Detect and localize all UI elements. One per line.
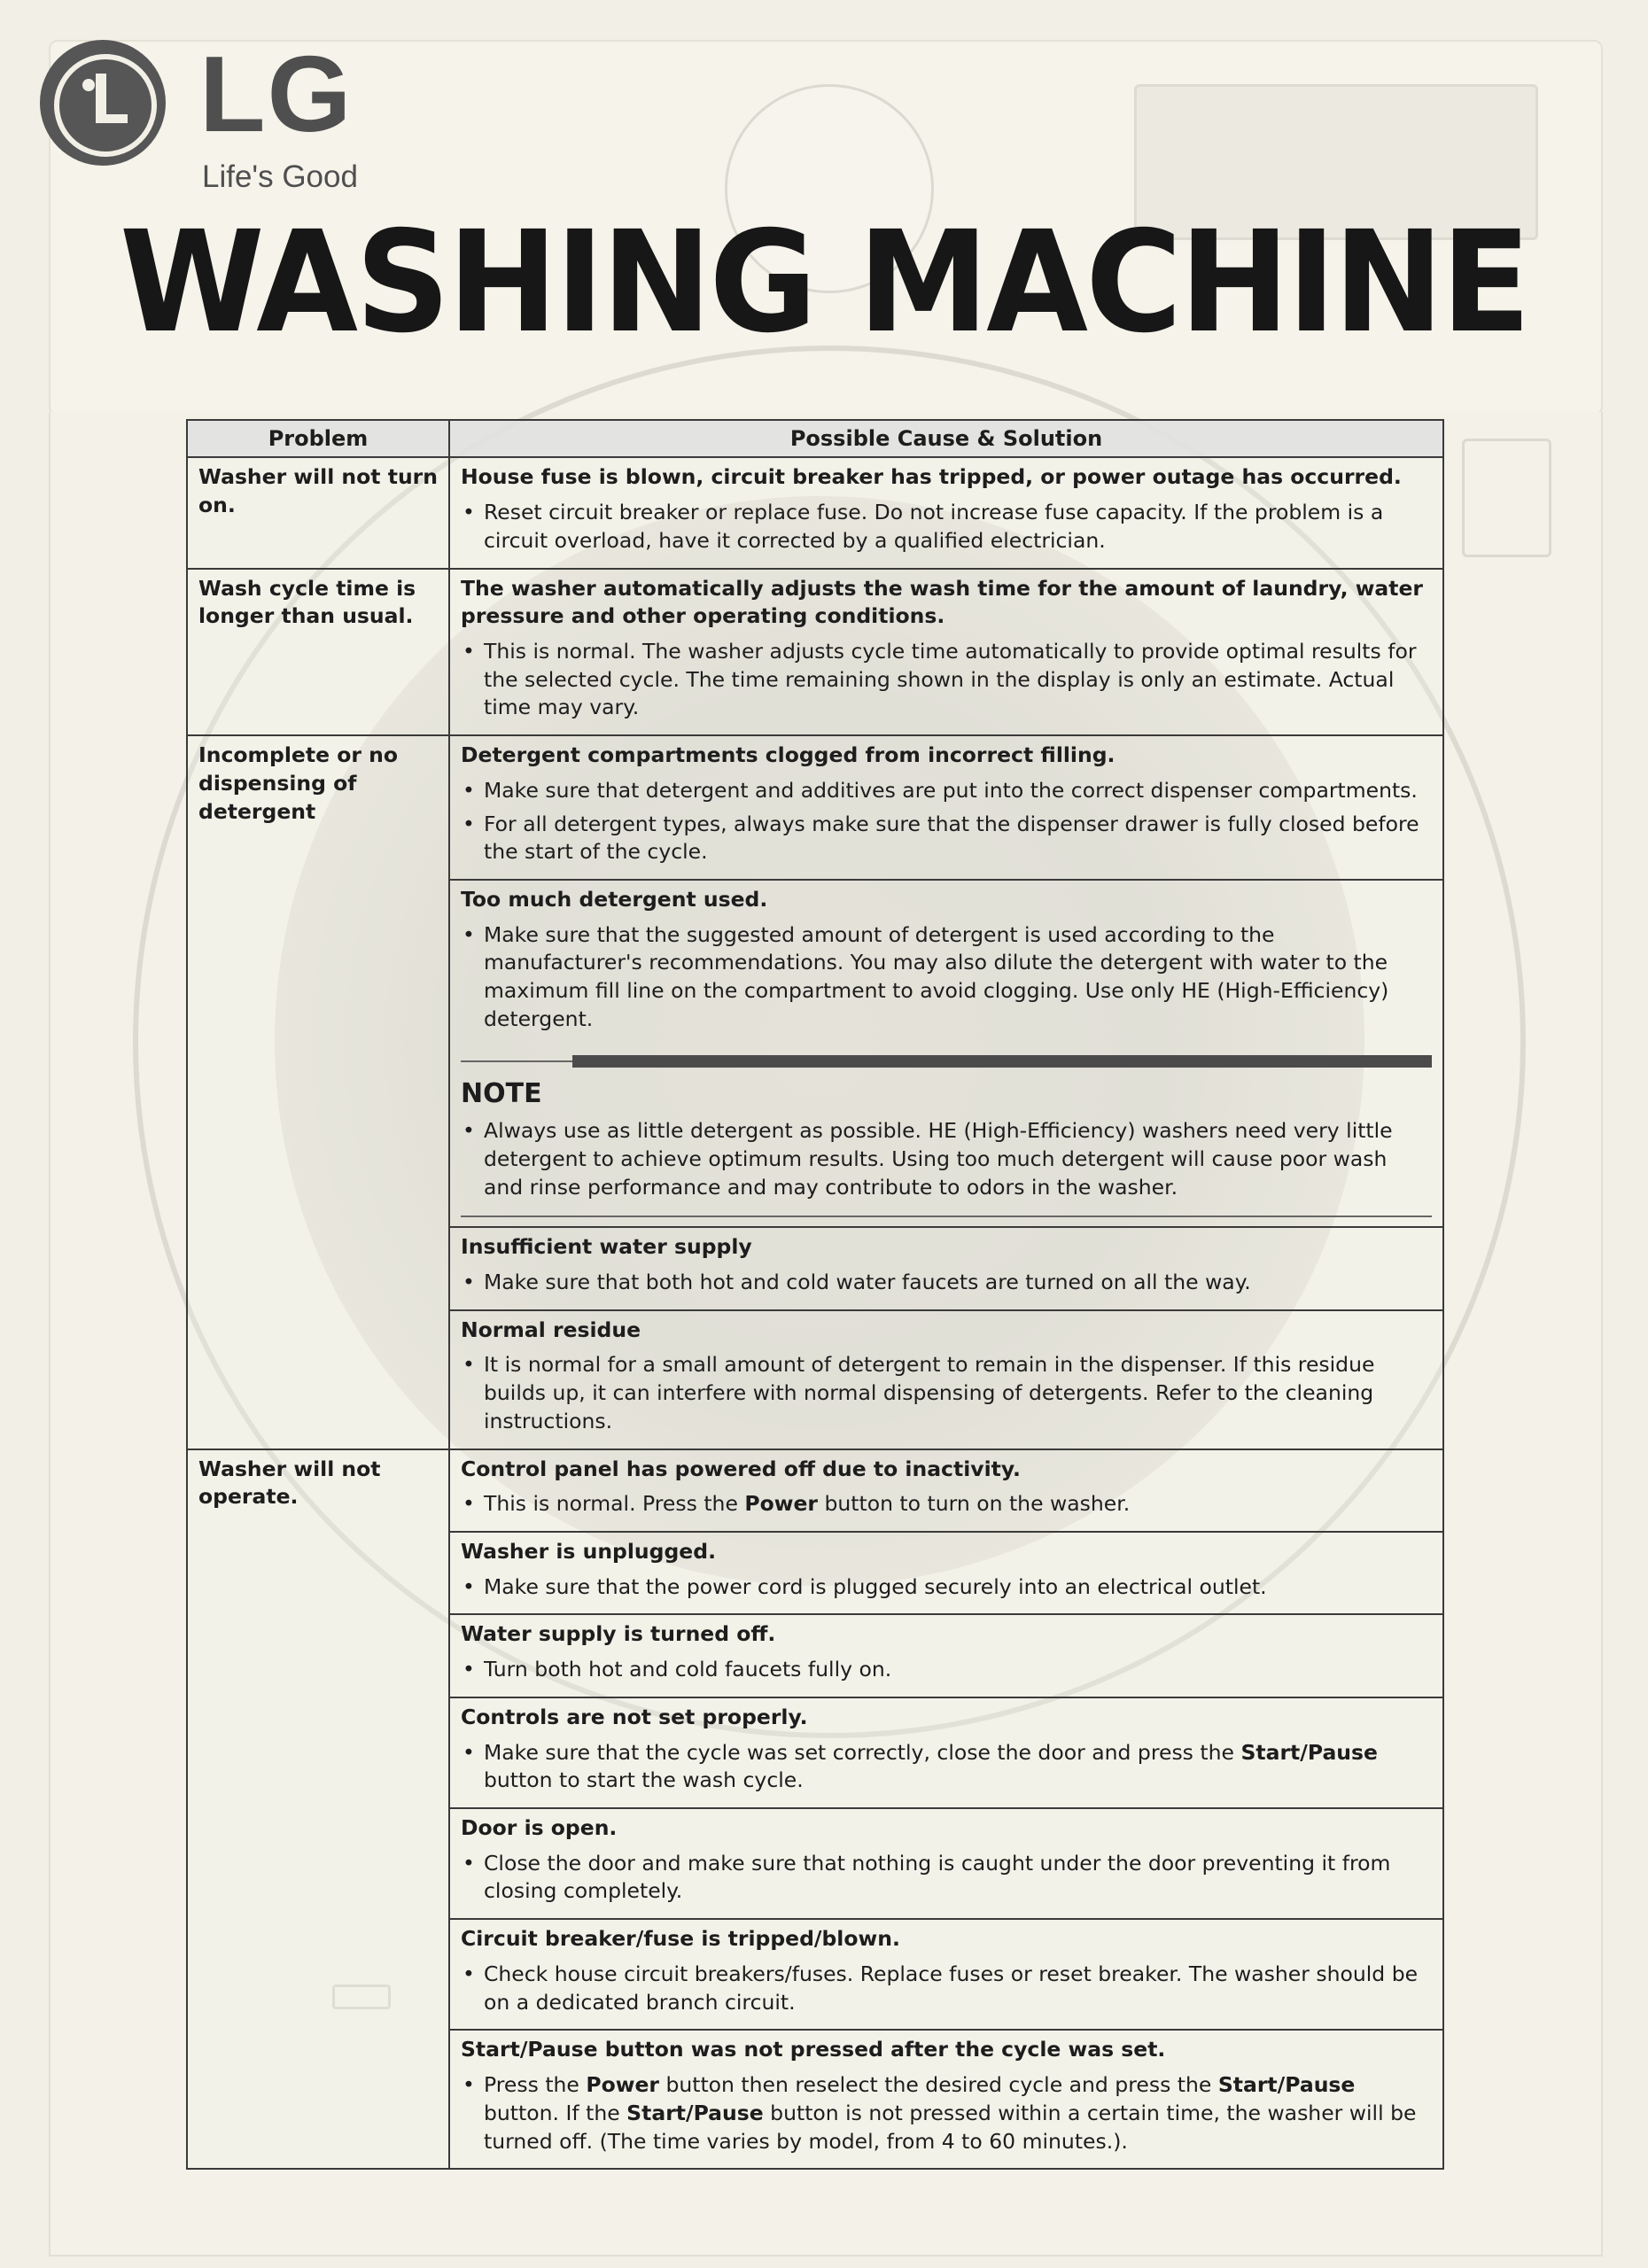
bullet-list xyxy=(461,1269,1432,1297)
bullet-list xyxy=(461,1351,1432,1435)
problem-cell: Washer will not operate. xyxy=(187,1449,449,2170)
problem-cell: Wash cycle time is longer than usual. xyxy=(187,569,449,736)
cause-title: Water supply is turned off. xyxy=(461,1621,776,1647)
brand-tagline: Life's Good xyxy=(202,159,358,194)
lg-logo xyxy=(40,34,358,194)
bullet-list xyxy=(461,1573,1432,1602)
solution-cell xyxy=(449,1808,1443,1919)
solution-cell xyxy=(449,1919,1443,2030)
cause-title: Controls are not set properly. xyxy=(461,1704,808,1729)
lg-logo-icon xyxy=(40,40,166,166)
note-title: NOTE xyxy=(461,1077,542,1109)
problem-cell: Washer will not turn on. xyxy=(187,457,449,568)
troubleshooting-table xyxy=(186,419,1444,2170)
cause-title: Normal residue xyxy=(461,1317,641,1342)
cause-title: Washer is unplugged. xyxy=(461,1539,716,1565)
table-row xyxy=(187,735,1443,880)
bullet-item: • Check house circuit breakers/fuses. Replace fuses or reset breaker. The washer should be on a dedicated branch circuit. xyxy=(461,1961,1432,2016)
cause-title: Door is open. xyxy=(461,1815,618,1841)
solution-cell xyxy=(449,1449,1443,1532)
cause-title: Start/Pause button was not pressed after the cycle was set. xyxy=(461,2037,1166,2062)
solution-cell xyxy=(449,457,1443,568)
cause-title: Too much detergent used. xyxy=(461,887,768,913)
table-body xyxy=(187,457,1443,2169)
bullet-item: • It is normal for a small amount of detergent to remain in the dispenser. If this residue builds up, it can interfere with normal dispensing of detergents. Refer to the cleaning instructions. xyxy=(461,1351,1432,1435)
cause-title: Detergent compartments clogged from incorrect filling. xyxy=(461,742,1116,768)
bold-term: Power xyxy=(586,2072,659,2098)
warranty-badge-graphic xyxy=(1462,439,1551,557)
bullet-list xyxy=(461,777,1432,866)
solution-cell xyxy=(449,2030,1443,2169)
solution-cell xyxy=(449,1532,1443,1614)
bullet-list xyxy=(461,1656,1432,1684)
bullet-item: • For all detergent types, always make sure that the dispenser drawer is fully closed before the start of the cycle. xyxy=(461,811,1432,866)
page-title: WASHING MACHINE xyxy=(120,201,1528,364)
bullet-item: • This is normal. The washer adjusts cycle time automatically to provide optimal results for the selected cycle. The time remaining shown in the display is only an estimate. Actual time may vary. xyxy=(461,638,1432,722)
bullet-list xyxy=(461,638,1432,722)
bullet-item: • Always use as little detergent as possible. HE (High-Efficiency) washers need very little detergent to achieve optimum results. Using too much detergent will cause poor wash and rinse performance and may contribute to odors in the washer. xyxy=(461,1117,1432,1201)
solution-cell xyxy=(449,1227,1443,1309)
bullet-list xyxy=(461,1117,1432,1201)
cause-title: House fuse is blown, circuit breaker has tripped, or power outage has occurred. xyxy=(461,464,1402,490)
bullet-list xyxy=(461,1961,1432,2016)
cause-title: The washer automatically adjusts the wash time for the amount of laundry, water pressure and other operating conditions. xyxy=(461,575,1424,629)
bold-term: Power xyxy=(744,1491,818,1517)
bold-term: Start/Pause xyxy=(1217,2072,1356,2098)
note-rule-thick xyxy=(572,1055,1432,1068)
table-header-row xyxy=(187,420,1443,457)
bullet-list xyxy=(461,499,1432,555)
bullet-item: • Press the Power button then reselect the desired cycle and press the Start/Pause button. If the Start/Pause button is not pressed within a certain time, the washer will be turned off. (The time varies by model, from 4 to 60 minutes.). xyxy=(461,2071,1432,2155)
bold-term: Start/Pause xyxy=(1240,1739,1378,1765)
brand-name: LG xyxy=(199,34,354,154)
cause-title: Circuit breaker/fuse is tripped/blown. xyxy=(461,1926,900,1952)
bullet-item: • Make sure that the power cord is plugged securely into an electrical outlet. xyxy=(461,1573,1432,1602)
bullet-list xyxy=(461,1850,1432,1906)
cause-title: Control panel has powered off due to inactivity. xyxy=(461,1456,1021,1481)
solution-cell xyxy=(449,1310,1443,1449)
cause-title: Insufficient water supply xyxy=(461,1234,752,1260)
solution-cell xyxy=(449,569,1443,736)
bullet-item: • Make sure that the cycle was set correctly, close the door and press the Start/Pause button to start the wash cycle. xyxy=(461,1739,1432,1795)
note-bottom-rule xyxy=(461,1216,1432,1217)
bullet-item: • Reset circuit breaker or replace fuse. Do not increase fuse capacity. If the problem is a circuit overload, have it corrected by a qualified electrician. xyxy=(461,499,1432,555)
bullet-item: • Close the door and make sure that nothing is caught under the door preventing it from closing completely. xyxy=(461,1850,1432,1906)
solution-cell xyxy=(449,1697,1443,1808)
table-row xyxy=(187,1449,1443,1532)
bullet-item: • Make sure that the suggested amount of detergent is used according to the manufacturer's recommendations. You may also dilute the detergent with water to the maximum fill line on the compartment to avoid clogging. Use only HE (High-Efficiency) detergent. xyxy=(461,921,1432,1034)
bullet-item: • Make sure that both hot and cold water faucets are turned on all the way. xyxy=(461,1269,1432,1297)
bullet-item: • Make sure that detergent and additives are put into the correct dispenser compartments. xyxy=(461,777,1432,805)
bullet-list xyxy=(461,1739,1432,1795)
problem-cell: Incomplete or no dispensing of detergent xyxy=(187,735,449,1449)
solution-cell xyxy=(449,1614,1443,1697)
solution-column-header: Possible Cause & Solution xyxy=(449,420,1443,457)
bullet-item: • This is normal. Press the Power button to turn on the washer. xyxy=(461,1490,1432,1518)
bullet-list xyxy=(461,2071,1432,2155)
bold-term: Start/Pause xyxy=(626,2100,764,2125)
table-row xyxy=(187,457,1443,568)
note-rule xyxy=(461,1055,1432,1068)
bullet-item: • Turn both hot and cold faucets fully on. xyxy=(461,1656,1432,1684)
solution-cell xyxy=(449,735,1443,880)
problem-column-header: Problem xyxy=(187,420,449,457)
bullet-list xyxy=(461,1490,1432,1518)
solution-cell xyxy=(449,880,1443,1227)
bullet-list xyxy=(461,921,1432,1034)
table-row xyxy=(187,569,1443,736)
